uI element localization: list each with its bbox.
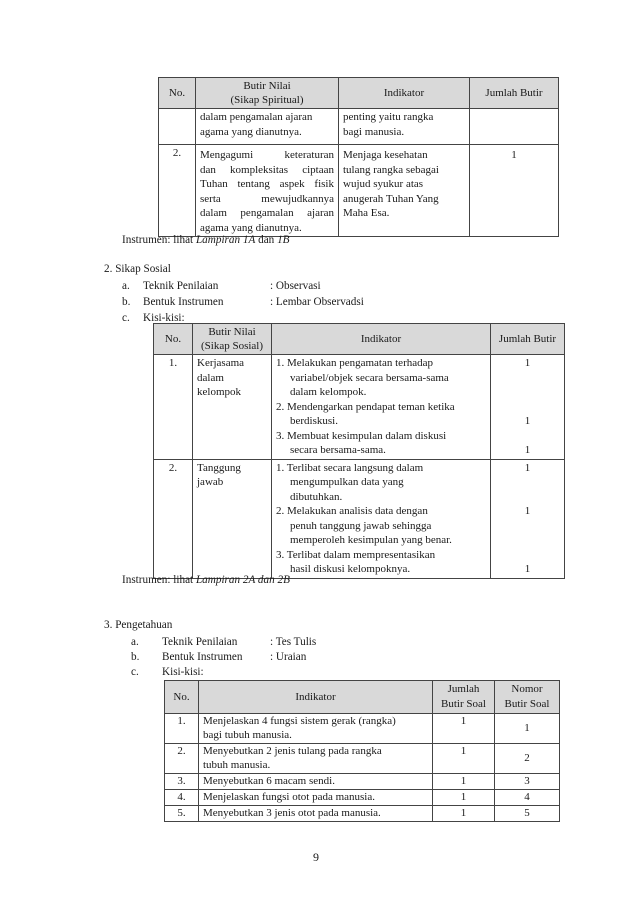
header-indikator: Indikator <box>199 681 433 714</box>
item-value: : Lembar Observadsi <box>270 296 364 308</box>
item-value: : Tes Tulis <box>270 636 317 648</box>
cell-jumlah: 1 <box>433 714 495 744</box>
cell-nomor: 3 <box>495 774 560 790</box>
cell-indikator: Menyebutkan 2 jenis tulang pada rangka tubuh manusia. <box>199 744 433 774</box>
cell-butir: Mengagumi keteraturan dan kompleksitas ciptaan Tuhan tentang aspek fisik serta mewujudkannya dalam pengamalan ajaran agama yang dianutnya. <box>196 145 339 237</box>
indikator-item: 3. Terlibat dalam mempresentasikan hasil diskusi kelompoknya. <box>276 548 436 575</box>
cell-jumlah: 1 <box>470 145 559 237</box>
cell-jumlah: 1 1 1 <box>491 355 565 460</box>
header-indikator: Indikator <box>272 324 491 355</box>
cell-indikator: Menyebutkan 3 jenis otot pada manusia. <box>199 806 433 822</box>
cell-no: 5. <box>165 806 199 822</box>
table-sikap-sosial <box>153 323 565 579</box>
cell-no: 1. <box>154 355 193 460</box>
cell-indikator: Menjelaskan fungsi otot pada manusia. <box>199 790 433 806</box>
header-jumlah: Jumlah Butir <box>491 324 565 355</box>
cell-indikator: Menyebutkan 6 macam sendi. <box>199 774 433 790</box>
header-jumlah: Jumlah Butir Soal <box>433 681 495 714</box>
cell-nomor: 5 <box>495 806 560 822</box>
item-letter: c. <box>131 666 139 678</box>
section-title-pengetahuan: 3. Pengetahuan <box>104 619 173 631</box>
item-label: Teknik Penilaian <box>162 636 238 648</box>
instrumen-1: Instrumen: lihat Lampiran 1A dan 1B <box>122 234 290 246</box>
header-indikator: Indikator <box>339 78 470 109</box>
item-value: : Observasi <box>270 280 321 292</box>
item-letter: b. <box>122 296 131 308</box>
header-jumlah: Jumlah Butir <box>470 78 559 109</box>
item-letter: b. <box>131 651 140 663</box>
indikator-item: 3. Membuat kesimpulan dalam diskusi secara bersama-sama. <box>276 429 447 456</box>
cell-no: 2. <box>165 744 199 774</box>
cell-indikator <box>272 355 491 460</box>
cell-indikator: Menjaga kesehatan tulang rangka sebagai wujud syukur atas anugerah Tuhan Yang Maha Esa. <box>339 145 470 237</box>
cell-jumlah: 1 1 1 <box>491 459 565 578</box>
cell-butir: Kerjasama dalam kelompok <box>193 355 272 460</box>
cell-no: 2. <box>154 459 193 578</box>
header-no: No. <box>154 324 193 355</box>
cell-jumlah: 1 <box>433 806 495 822</box>
cell-no: 3. <box>165 774 199 790</box>
cell-no <box>159 109 196 145</box>
cell-jumlah <box>470 109 559 145</box>
cell-indikator: penting yaitu rangka bagi manusia. <box>339 109 470 145</box>
item-label: Bentuk Instrumen <box>162 651 243 663</box>
instrumen-2: Instrumen: lihat Lampiran 2A dan 2B <box>122 574 290 586</box>
cell-no: 4. <box>165 790 199 806</box>
indikator-item: 2. Melakukan analisis data dengan penuh tanggung jawab sehingga memperoleh kesimpulan yang benar. <box>276 505 452 546</box>
header-nomor: Nomor Butir Soal <box>495 681 560 714</box>
table-sikap-spiritual <box>158 77 559 237</box>
cell-indikator <box>272 459 491 578</box>
section2-item: a. <box>122 280 130 292</box>
header-butir: Butir Nilai (Sikap Spiritual) <box>196 78 339 109</box>
cell-nomor: 2 <box>495 744 560 774</box>
indikator-item: 1. Melakukan pengamatan terhadap variabel/objek secara bersama-sama dalam kelompok. <box>276 357 449 398</box>
header-no: No. <box>159 78 196 109</box>
cell-nomor: 4 <box>495 790 560 806</box>
item-label: Bentuk Instrumen <box>143 296 224 308</box>
cell-no: 1. <box>165 714 199 744</box>
indikator-item: 2. Mendengarkan pendapat teman ketika berdiskusi. <box>276 400 455 427</box>
section-title-sikap-sosial: 2. Sikap Sosial <box>104 263 171 275</box>
cell-jumlah: 1 <box>433 774 495 790</box>
cell-jumlah: 1 <box>433 744 495 774</box>
item-label: Teknik Penilaian <box>143 280 219 292</box>
item-letter: a. <box>131 636 139 648</box>
header-butir: Butir Nilai (Sikap Sosial) <box>193 324 272 355</box>
cell-jumlah: 1 <box>433 790 495 806</box>
cell-butir: Tanggung jawab <box>193 459 272 578</box>
cell-no: 2. <box>159 145 196 237</box>
item-label: Kisi-kisi: <box>162 666 204 678</box>
cell-indikator: Menjelaskan 4 fungsi sistem gerak (rangka) bagi tubuh manusia. <box>199 714 433 744</box>
item-label: Kisi-kisi: <box>143 312 185 324</box>
indikator-item: 1. Terlibat secara langsung dalam mengumpulkan data yang dibutuhkan. <box>276 461 424 503</box>
cell-butir: dalam pengamalan ajaran agama yang dianutnya. <box>196 109 339 145</box>
item-letter: c. <box>122 312 130 324</box>
page-number: 9 <box>313 850 319 864</box>
item-value: : Uraian <box>270 651 307 663</box>
cell-nomor: 1 <box>495 714 560 744</box>
header-no: No. <box>165 681 199 714</box>
table-pengetahuan <box>164 680 560 822</box>
